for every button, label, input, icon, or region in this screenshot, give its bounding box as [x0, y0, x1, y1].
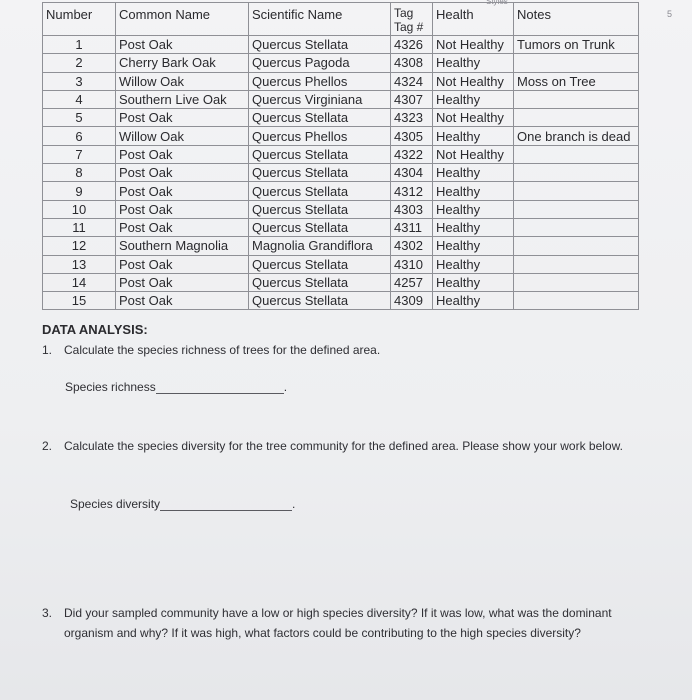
table-row	[43, 109, 639, 127]
cell-common-name: Post Oak	[116, 145, 249, 163]
cell-notes	[514, 109, 639, 127]
table-row	[43, 54, 639, 72]
table-row	[43, 72, 639, 90]
cell-notes: One branch is dead	[514, 127, 639, 145]
cell-notes	[514, 145, 639, 163]
cell-scientific-name: Quercus Stellata	[249, 36, 391, 54]
cell-health: Not Healthy	[433, 145, 514, 163]
cell-number: 7	[43, 145, 116, 163]
cell-notes	[514, 54, 639, 72]
cell-number: 14	[43, 273, 116, 291]
cell-number: 9	[43, 182, 116, 200]
cell-common-name: Post Oak	[116, 273, 249, 291]
cell-notes	[514, 237, 639, 255]
cell-tag: 4305	[391, 127, 433, 145]
cell-scientific-name: Quercus Stellata	[249, 200, 391, 218]
cell-scientific-name: Quercus Stellata	[249, 255, 391, 273]
cell-health: Healthy	[433, 200, 514, 218]
cell-number: 12	[43, 237, 116, 255]
cell-health: Healthy	[433, 292, 514, 310]
header-common-name: Common Name	[116, 3, 249, 36]
cell-tag: 4309	[391, 292, 433, 310]
header-scientific-name: Scientific Name	[249, 3, 391, 36]
cell-notes: Tumors on Trunk	[514, 36, 639, 54]
table-row	[43, 200, 639, 218]
cell-tag: 4323	[391, 109, 433, 127]
cell-scientific-name: Quercus Stellata	[249, 182, 391, 200]
cell-common-name: Southern Magnolia	[116, 237, 249, 255]
header-tag	[391, 3, 433, 36]
cell-number: 2	[43, 54, 116, 72]
cell-number: 13	[43, 255, 116, 273]
cell-notes	[514, 90, 639, 108]
question-3-number: 3.	[42, 606, 53, 620]
cell-tag: 4257	[391, 273, 433, 291]
species-diversity-label: Species diversity	[70, 497, 161, 511]
cell-tag: 4308	[391, 54, 433, 72]
question-1-text: Calculate the species richness of trees for the defined area.	[64, 343, 381, 357]
cell-tag: 4304	[391, 164, 433, 182]
cell-number: 3	[43, 72, 116, 90]
cell-health: Healthy	[433, 54, 514, 72]
cell-common-name: Willow Oak	[116, 72, 249, 90]
cell-health: Healthy	[433, 255, 514, 273]
cell-tag: 4310	[391, 255, 433, 273]
table-row	[43, 90, 639, 108]
cell-number: 11	[43, 218, 116, 236]
cell-common-name: Cherry Bark Oak	[116, 54, 249, 72]
cell-number: 1	[43, 36, 116, 54]
cell-scientific-name: Quercus Stellata	[249, 109, 391, 127]
cell-common-name: Post Oak	[116, 164, 249, 182]
cell-number: 6	[43, 127, 116, 145]
cell-health: Not Healthy	[433, 36, 514, 54]
cell-scientific-name: Quercus Stellata	[249, 164, 391, 182]
cell-health: Not Healthy	[433, 109, 514, 127]
question-2-text: Calculate the species diversity for the tree community for the defined area. Please show your work below.	[64, 439, 623, 453]
page-corner-number: 5	[667, 9, 673, 19]
cell-number: 8	[43, 164, 116, 182]
cell-health: Healthy	[433, 218, 514, 236]
cell-number: 4	[43, 90, 116, 108]
cell-notes	[514, 200, 639, 218]
cell-notes	[514, 273, 639, 291]
cell-scientific-name: Quercus Virginiana	[249, 90, 391, 108]
cell-common-name: Post Oak	[116, 200, 249, 218]
header-number: Number	[43, 3, 116, 36]
cell-number: 15	[43, 292, 116, 310]
species-richness-answer: Species richness .	[65, 380, 288, 394]
table-row	[43, 127, 639, 145]
cell-scientific-name: Quercus Stellata	[249, 273, 391, 291]
header-notes: Notes	[514, 3, 639, 36]
question-1-number: 1.	[42, 343, 53, 357]
cell-tag: 4322	[391, 145, 433, 163]
cell-health: Healthy	[433, 182, 514, 200]
species-richness-label: Species richness	[65, 380, 156, 394]
cell-tag: 4312	[391, 182, 433, 200]
cell-health: Healthy	[433, 127, 514, 145]
cell-scientific-name: Quercus Phellos	[249, 72, 391, 90]
cell-tag: 4307	[391, 90, 433, 108]
cell-common-name: Post Oak	[116, 36, 249, 54]
cell-number: 10	[43, 200, 116, 218]
cell-tag: 4311	[391, 218, 433, 236]
cell-notes	[514, 255, 639, 273]
cell-scientific-name: Quercus Pagoda	[249, 54, 391, 72]
cell-notes	[514, 218, 639, 236]
cell-scientific-name: Quercus Stellata	[249, 218, 391, 236]
table-row	[43, 36, 639, 54]
question-3	[42, 603, 642, 663]
table-row	[43, 145, 639, 163]
species-richness-blank[interactable]	[156, 393, 284, 394]
cell-common-name: Post Oak	[116, 182, 249, 200]
table-row	[43, 237, 639, 255]
cell-tag: 4326	[391, 36, 433, 54]
cell-tag: 4302	[391, 237, 433, 255]
species-diversity-answer: Species diversity .	[70, 497, 296, 511]
table-row	[43, 273, 639, 291]
cell-scientific-name: Quercus Stellata	[249, 145, 391, 163]
tree-data-table	[42, 2, 639, 310]
cell-common-name: Post Oak	[116, 255, 249, 273]
table-row	[43, 218, 639, 236]
cell-common-name: Post Oak	[116, 109, 249, 127]
cell-health: Healthy	[433, 90, 514, 108]
table-row	[43, 164, 639, 182]
table-header-row	[43, 3, 639, 36]
cell-tag: 4303	[391, 200, 433, 218]
cell-scientific-name: Magnolia Grandiflora	[249, 237, 391, 255]
table-row	[43, 292, 639, 310]
cell-common-name: Willow Oak	[116, 127, 249, 145]
data-analysis-heading: DATA ANALYSIS:	[42, 322, 148, 337]
cell-common-name: Post Oak	[116, 218, 249, 236]
question-2-number: 2.	[42, 439, 53, 453]
cell-notes: Moss on Tree	[514, 72, 639, 90]
cell-scientific-name: Quercus Stellata	[249, 292, 391, 310]
cell-health: Healthy	[433, 237, 514, 255]
header-tag-sub: Tag #	[394, 20, 424, 34]
cell-notes	[514, 292, 639, 310]
cell-health: Not Healthy	[433, 72, 514, 90]
question-3-text: Did your sampled community have a low or high species diversity? If it was low, what was the dominant organism and why? If it was high, what factors could be contributing to the high species diversity?	[64, 606, 612, 640]
cell-common-name: Southern Live Oak	[116, 90, 249, 108]
cell-scientific-name: Quercus Phellos	[249, 127, 391, 145]
cell-tag: 4324	[391, 72, 433, 90]
styles-note: Styles	[486, 0, 508, 6]
header-tag-label: Tag	[394, 6, 414, 20]
cell-notes	[514, 182, 639, 200]
table-row	[43, 182, 639, 200]
question-1	[42, 340, 642, 360]
species-diversity-blank[interactable]	[160, 510, 292, 511]
header-health: Health	[433, 3, 514, 36]
question-2	[42, 436, 642, 476]
table-row	[43, 255, 639, 273]
cell-notes	[514, 164, 639, 182]
cell-common-name: Post Oak	[116, 292, 249, 310]
cell-number: 5	[43, 109, 116, 127]
cell-health: Healthy	[433, 164, 514, 182]
cell-health: Healthy	[433, 273, 514, 291]
